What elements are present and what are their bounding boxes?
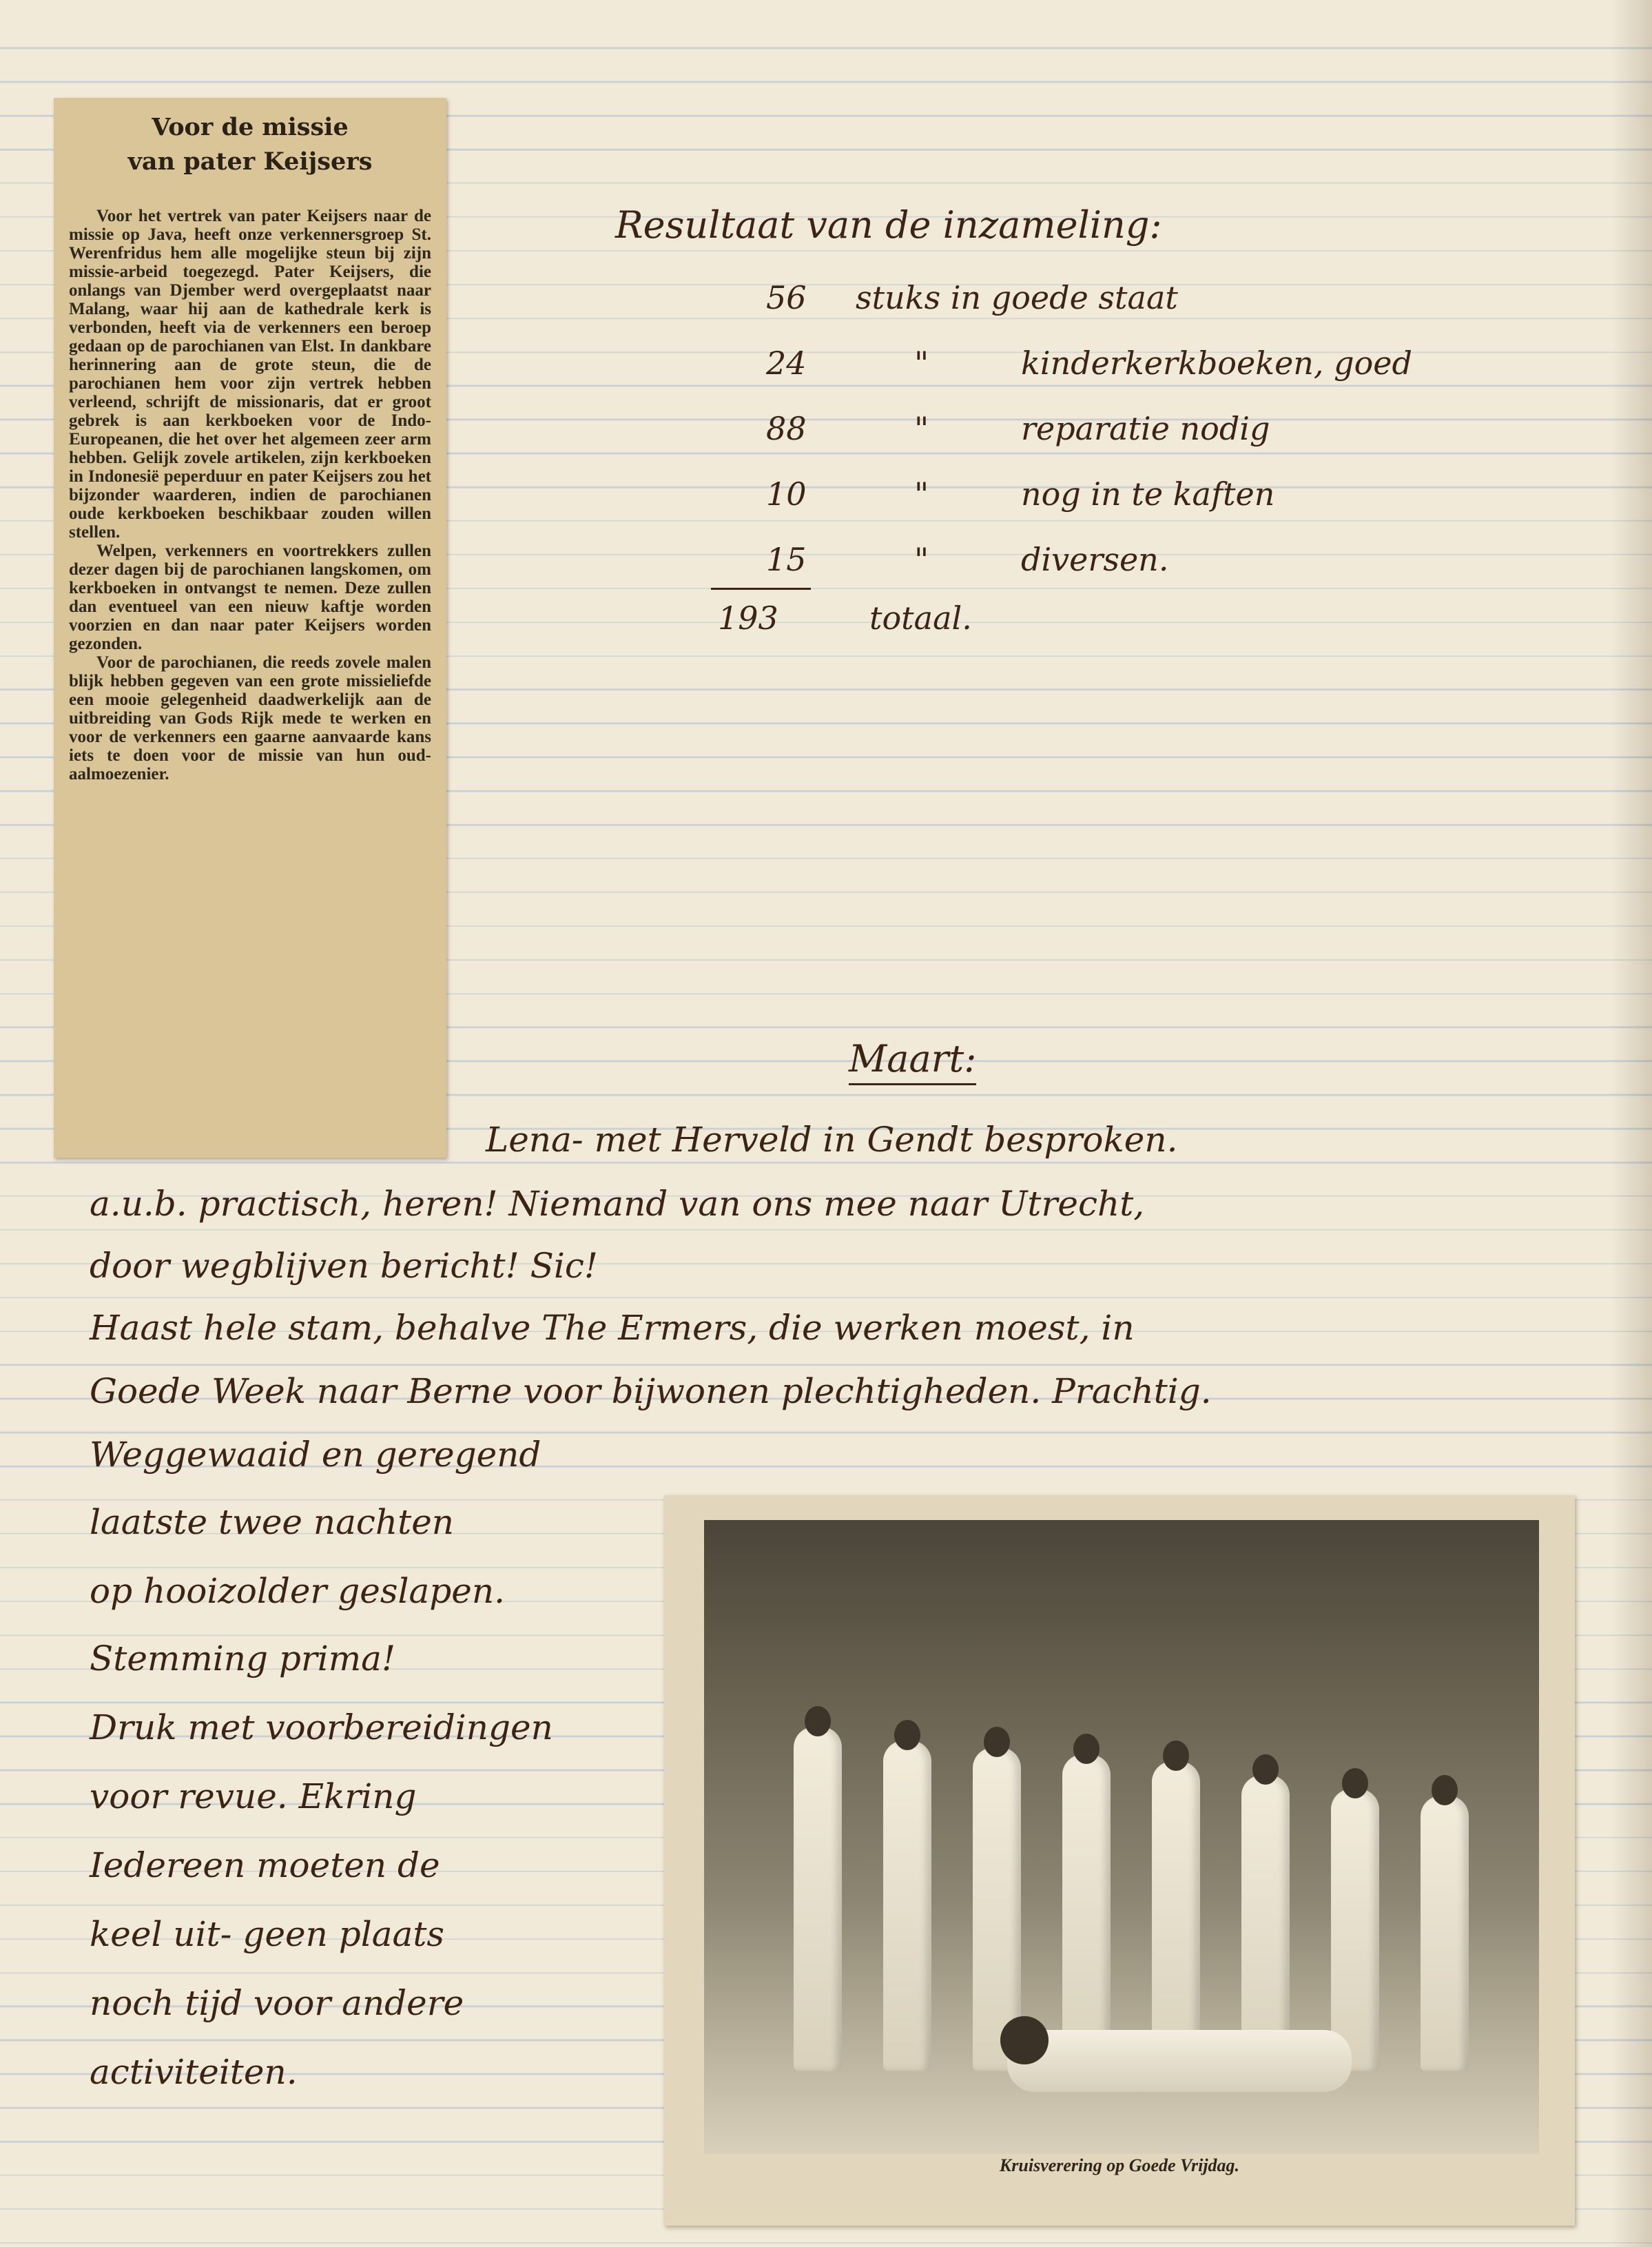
prostrate-figure	[1007, 2030, 1352, 2092]
prostrate-figure-head	[1000, 2016, 1049, 2064]
tally-ditto: "	[914, 345, 929, 382]
robed-figure	[794, 1727, 842, 2071]
tally-description: stuks in goede staat	[856, 279, 1178, 316]
maart-line: noch tijd voor andere	[90, 1983, 464, 2023]
maart-line: door wegblijven bericht! Sic!	[90, 1246, 598, 1286]
maart-line: laatste twee nachten	[90, 1502, 455, 1542]
tally-description: nog in te kaften	[1021, 475, 1275, 513]
article-title	[69, 110, 431, 179]
tally-total-label: totaal.	[869, 599, 972, 637]
article-paragraph: Voor de parochianen, die reeds zovele malen blijk hebben gegeven van een grote missieliefde een mooie gelegenheid daadwerkelijk aan de uitbreiding van Gods Rijk mede te werken en voor de verkenners een gaarne aanvaarde kans iets te doen voor de missie van hun oud-aalmoezenier.	[69, 653, 431, 783]
tally-ditto: "	[914, 541, 929, 578]
result-title: Resultaat van de inzameling:	[615, 203, 1162, 247]
maart-heading: Maart:	[849, 1037, 976, 1085]
tally-count: 56	[766, 279, 807, 316]
article-title-line2: van pater Keijsers	[127, 147, 373, 176]
robed-figure	[1241, 1775, 1290, 2071]
tally-total: 193	[718, 599, 778, 637]
robed-figure	[1331, 1789, 1379, 2071]
tally-sum-line	[711, 588, 811, 590]
figure-head	[1432, 1775, 1458, 1805]
page-edge-shadow	[1611, 0, 1652, 2247]
tally-ditto: "	[914, 475, 929, 513]
maart-line: a.u.b. practisch, heren! Niemand van ons mee naar Utrecht,	[90, 1184, 1145, 1224]
tally-count: 15	[766, 541, 807, 578]
newspaper-photo	[704, 1520, 1539, 2154]
figure-head	[1252, 1754, 1279, 1785]
article-paragraph: Welpen, verkenners en voortrekkers zullen dezer dagen bij de parochianen langskomen, om kerkboeken in ontvangst te nemen. Deze zullen dan eventueel van een nieuw kaftje worden voorzien en dan naar pater Keijsers worden gezonden.	[69, 542, 431, 653]
tally-count: 10	[766, 475, 807, 513]
photo-caption: Kruisverering op Goede Vrijdag.	[999, 2155, 1240, 2175]
maart-line: Iedereen moeten de	[90, 1845, 440, 1885]
figure-head	[805, 1706, 831, 1736]
figure-head	[1163, 1741, 1189, 1771]
tally-count: 88	[766, 410, 807, 447]
figure-head	[984, 1727, 1010, 1757]
maart-line: Goede Week naar Berne voor bijwonen plechtigheden. Prachtig.	[90, 1371, 1212, 1411]
maart-line: Druk met voorbereidingen	[90, 1707, 553, 1747]
tally-description: kinderkerkboeken, goed	[1021, 345, 1412, 382]
maart-line: Haast hele stam, behalve The Ermers, die werken moest, in	[90, 1308, 1135, 1348]
tally-count: 24	[766, 345, 807, 382]
tally-description: reparatie nodig	[1021, 410, 1270, 447]
maart-line: op hooizolder geslapen.	[90, 1571, 505, 1611]
tally-description: diversen.	[1021, 541, 1169, 578]
robed-figure	[1062, 1754, 1111, 2071]
figure-head	[894, 1720, 920, 1750]
robed-figure	[883, 1741, 931, 2071]
maart-line: Stemming prima!	[90, 1639, 396, 1679]
maart-line: keel uit- geen plaats	[90, 1914, 445, 1954]
maart-line: Lena- met Herveld in Gendt besproken.	[486, 1120, 1178, 1160]
tally-ditto: "	[914, 410, 929, 447]
maart-line: activiteiten.	[90, 2052, 298, 2092]
article-paragraph: Voor het vertrek van pater Keijsers naar de missie op Java, heeft onze verkennersgroep St. Werenfridus hem alle mogelijke steun bij zijn missie-arbeid toegezegd. Pater Keijsers, die onlangs van Djember werd overgeplaatst naar Malang, waar hij aan de kathedrale kerk is verbonden, heeft via de verkenners een beroep gedaan op de parochianen van Elst. In dankbare herinnering aan de grote steun, die de parochianen hem voor zijn vertrek hebben verleend, schrijft de missionaris, dat er groot gebrek is aan kerkboeken voor de Indo-Europeanen, die het over het algemeen zeer arm hebben. Gelijk zovele artikelen, zijn kerkboeken in Indonesië peperduur en pater Keijsers zou het bijzonder waarderen, indien de parochianen oude kerkboeken beschikbaar zouden willen stellen.	[69, 207, 431, 542]
maart-line: voor revue. Ekring	[90, 1776, 417, 1816]
maart-line: Weggewaaid en geregend	[90, 1435, 541, 1475]
photo-clipping	[664, 1495, 1575, 2226]
newspaper-clipping-article	[54, 98, 446, 1158]
article-body	[69, 207, 431, 783]
robed-figure	[1421, 1796, 1469, 2071]
article-title-line1: Voor de missie	[152, 113, 349, 141]
robed-figure	[1152, 1761, 1200, 2071]
figure-head	[1342, 1768, 1368, 1798]
figure-head	[1073, 1734, 1099, 1764]
